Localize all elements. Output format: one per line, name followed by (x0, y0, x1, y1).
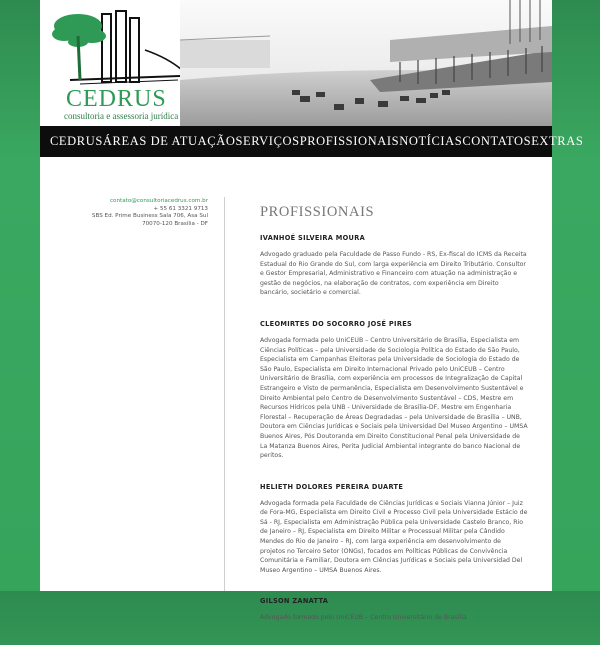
profile-entry (260, 234, 528, 298)
page-container (40, 0, 584, 622)
nav-item-profissionais[interactable]: PROFISSIONAIS (299, 134, 400, 148)
profile-name: CLEOMIRTES DO SOCORRO JOSÉ PIRES (260, 319, 413, 328)
contact-phone: + 55 61 3321 9713 (153, 205, 208, 212)
contact-address-line1: SBS Ed. Prime Business Sala 706, Asa Sul (91, 213, 208, 220)
profile-entry (260, 320, 528, 461)
profile-name: HELIETH DOLORES PEREIRA DUARTE (260, 482, 404, 491)
brand-tagline: consultoria e assessoria jurídica (64, 111, 179, 121)
main-content (260, 204, 528, 645)
profile-bio: Advogada formada pela Faculdade de Ciências Jurídicas e Sociais Vianna Júnior – Juiz de Fora-MG, Especialista em Direito Civil e Processo Civil pela Universidade Estácio de Sá - RJ, Especialista em Administração Pública pela Universidade Castelo Branco, Rio de Janeiro – RJ, Especialista em Direito Militar e Processual Militar pela Cândido Mendes do Rio de Janeiro – RJ, com larga experiência em desenvolvimento de projetos no Terceiro Setor (ONGs), focados em Políticas Públicas de Convivência Comunitária e Familiar, Doutora em Ciências Jurídicas e Sociais pela Universidad Del Museo Argentino – UMSA Buenos Aires. (260, 499, 528, 574)
contact-email-link[interactable]: contato@consultoriacedrus.com.br (109, 198, 208, 204)
profile-bio: Advogada formada pelo UniCEUB – Centro Universitário de Brasília, Especialista em Ciências Políticas – pela Universidade de Sociologia Política do Estado de São Paulo, Especialista em Campanhas Eleitoras pela Universidade de Sociologia do Estado de São Paulo, Especialista em Direito Internacional Privado pelo UniCEUB – Centro Universitário de Brasília, com experiência em processos de Integralização de Capital Estrangeiro e Visto de permanência, Especialista em Desenvolvimento Sustentável e Direito Ambiental pelo Centro de Desenvolvimento Sustentável – CDS, Mestre em Recursos Hídricos pela UNB - Universidade de Brasília-DF, Mestre em Engenharia Florestal – Recuperação de Áreas Degradadas – pela Universidade de Brasília – UNB, Doutora em Ciências Jurídicas e Sociais pela Universidad Del Museo Argentino – UMSA Buenos Aires, Pós Doutoranda em Direito Constitucional Penal pela Universidade de La Matanza Buenos Aires, Perita Judicial Ambiental integrante do banco Nacional de peritos. (260, 336, 528, 460)
contact-address-line2: 70070-120 Brasília - DF (142, 220, 208, 227)
nav-item-extras[interactable]: EXTRAS (531, 134, 584, 148)
brand-name: CEDRUS (66, 86, 167, 112)
profile-name: GILSON ZANATTA (260, 597, 329, 606)
nav-item-areas-de-atuacao[interactable]: ÁREAS DE ATUAÇÃO (102, 134, 236, 148)
header-photo (180, 0, 552, 126)
header (40, 0, 552, 126)
profile-name: IVANHOÉ SILVEIRA MOURA (260, 234, 365, 242)
page-title: PROFISSIONAIS (260, 204, 375, 220)
nav-item-servicos[interactable]: SERVIÇOS (235, 134, 300, 148)
profile-entry (260, 483, 528, 576)
profile-entry (260, 597, 528, 623)
nav-item-contatos[interactable]: CONTATOS (462, 134, 532, 148)
profile-bio: Advogado graduado pela Faculdade de Passo Fundo - RS, Ex-fiscal do ICMS da Receita Estadual do Rio Grande do Sul, com larga experiência em Direito Tributário. Consultor e Gestor Empresarial, Administrativo e Financeiro com atuação na administração e gestão de negócios, na elaboração de contratos, com experiência em Direito bancário, societário e comercial. (260, 251, 527, 297)
cedar-tree-icon (50, 6, 185, 86)
column-divider (224, 197, 225, 591)
profile-bio: Advogado formado pelo UniCEUB – Centro Universitário de Brasília (260, 614, 467, 622)
main-nav (40, 126, 584, 157)
nav-item-noticias[interactable]: NOTÍCIAS (399, 134, 463, 148)
nav-item-cedrus[interactable]: CEDRUS (50, 134, 103, 148)
contact-info (92, 198, 208, 228)
logo[interactable] (40, 0, 190, 126)
